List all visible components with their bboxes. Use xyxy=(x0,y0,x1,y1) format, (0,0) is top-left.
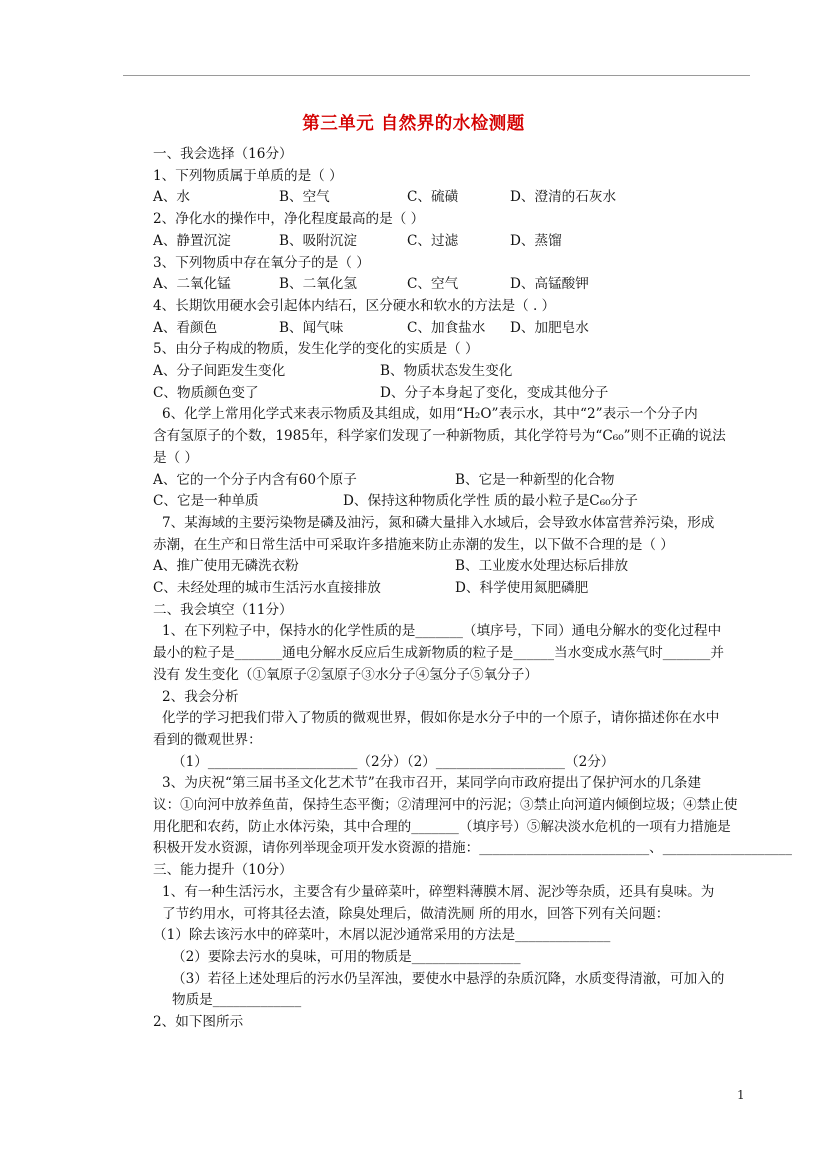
text-line: 3、为庆祝“第三届书圣文化艺术节”在我市召开，某同学向市政府提出了保护河水的几条建 xyxy=(162,775,702,792)
option-choice: A、静置沉淀 xyxy=(153,232,231,249)
option-choice: C、物质颜色变了 xyxy=(153,384,259,401)
option-choice: D、蒸馏 xyxy=(510,232,562,249)
page-title: 第三单元 自然界的水检测题 xyxy=(302,114,525,134)
text-line: 赤潮，在生产和日常生活中可采取许多措施来防止赤潮的发生，以下做不合理的是（ ） xyxy=(153,536,674,553)
page-number: 1 xyxy=(737,1088,745,1102)
text-line: 2、如下图所示 xyxy=(153,1014,244,1030)
text-line: 5、由分子构成的物质，发生化学的变化的实质是（ ） xyxy=(153,341,479,358)
option-choice: B、它是一种新型的化合物 xyxy=(455,471,615,488)
text-line: 7、某海域的主要污染物是磷及油污，氮和磷大量排入水域后，会导致水体富营养污染，形成 xyxy=(162,514,715,531)
option-choice: C、未经处理的城市生活污水直接排放 xyxy=(153,580,381,596)
text-line: 议：①向河中放养鱼苗，保持生态平衡；②清理河中的污泥；③禁止向河道内倾倒垃圾；④禁止使 xyxy=(153,797,738,813)
option-choice: A、二氧化锰 xyxy=(153,276,231,293)
header-rule xyxy=(123,75,750,76)
option-choice: A、看颜色 xyxy=(153,319,218,336)
text-line: （1）______________________（2分）（2）___________________（2分） xyxy=(172,753,615,770)
option-choice: A、推广使用无磷洗衣粉 xyxy=(153,558,299,575)
option-choice: B、工业废水处理达标后排放 xyxy=(455,558,629,575)
option-choice: B、物质状态发生变化 xyxy=(380,363,513,379)
option-choice: D、科学使用氮肥磷肥 xyxy=(455,580,589,596)
text-line: 2、我会分析 xyxy=(162,688,239,705)
option-choice: D、保持这种物质化学性 质的最小粒子是C₆₀分子 xyxy=(343,493,638,510)
text-line: 没有 发生变化（①氧原子②氢原子③水分子④氢分子⑤氧分子） xyxy=(153,666,538,683)
text-line: 1、有一种生活污水，主要含有少量碎菜叶，碎塑料薄膜木屑、泥沙等杂质，还具有臭味。为 xyxy=(162,883,715,900)
text-line: 二、我会填空（11分） xyxy=(153,601,293,618)
option-choice: C、空气 xyxy=(407,276,459,293)
option-choice: C、加食盐水 xyxy=(407,319,486,336)
option-choice: D、澄清的石灰水 xyxy=(510,189,617,206)
text-line: 4、长期饮用硬水会引起体内结石，区分硬水和软水的方法是（ . ） xyxy=(153,297,556,314)
text-line: 是（ ） xyxy=(153,449,199,466)
text-line: 2、净化水的操作中，净化程度最高的是（ ） xyxy=(153,211,425,228)
text-line: （3）若径上述处理后的污水仍呈浑浊，要使水中悬浮的杂质沉降，水质变得清澈，可加入的 xyxy=(172,970,725,987)
option-choice: A、它的一个分子内含有60个原子 xyxy=(153,471,357,488)
text-line: 了节约用水，可将其径去渣，除臭处理后，做清洗厕 所的用水，回答下列有关问题： xyxy=(162,905,670,922)
option-choice: C、硫磺 xyxy=(407,189,459,206)
text-line: 1、在下列粒子中，保持水的化学性质的是_______（填序号，下同）通电分解水的变化过程中 xyxy=(162,623,722,640)
option-choice: C、它是一种单质 xyxy=(153,493,259,510)
text-line: 用化肥和农药，防止水体污染，其中合理的_______（填序号）⑤解决淡水危机的一项有力措施是 xyxy=(153,818,731,835)
option-choice: D、高锰酸钾 xyxy=(510,276,589,293)
option-choice: C、过滤 xyxy=(407,232,459,249)
text-line: 化学的学习把我们带入了物质的微观世界，假如你是水分子中的一个原子，请你描述你在水中 xyxy=(162,710,720,727)
option-choice: B、空气 xyxy=(279,189,330,206)
option-choice: A、水 xyxy=(153,189,191,206)
option-choice: D、加肥皂水 xyxy=(510,319,589,336)
option-choice: D、分子本身起了变化，变成其他分子 xyxy=(380,384,609,401)
text-line: （1）除去该污水中的碎菜叶，木屑以泥沙通常采用的方法是______________ xyxy=(153,927,611,944)
text-line: 一、我会选择（16分） xyxy=(153,146,293,162)
text-line: 含有氢原子的个数，1985年，科学家们发现了一种新物质，其化学符号为“C₆₀”则不正确的说法 xyxy=(153,428,726,445)
text-line: 三、能力提升（10分） xyxy=(153,862,293,879)
text-line: 最小的粒子是_______通电分解水反应后生成新物质的粒子是______当水变成水蒸气时_______并 xyxy=(153,645,724,662)
option-choice: B、二氧化氢 xyxy=(279,276,357,293)
option-choice: B、吸附沉淀 xyxy=(279,232,357,249)
option-choice: B、闻气味 xyxy=(279,319,344,336)
text-line: 1、下列物质属于单质的是（ ） xyxy=(153,167,343,184)
text-line: （2）要除去污水的臭味，可用的物质是________________ xyxy=(172,948,521,965)
text-line: 物质是_____________ xyxy=(172,992,302,1009)
text-line: 3、下列物质中存在氧分子的是（ ） xyxy=(153,254,370,271)
option-choice: A、分子间距发生变化 xyxy=(153,363,286,379)
text-line: 看到的微观世界： xyxy=(153,731,262,748)
text-line: 积极开发水资源，请你列举现金项开发水资源的措施：_________________________、___________________ xyxy=(153,840,792,857)
text-line: 6、化学上常用化学式来表示物质及其组成，如用“H₂O”表示水，其中“2”表示一个分子内 xyxy=(162,406,698,423)
